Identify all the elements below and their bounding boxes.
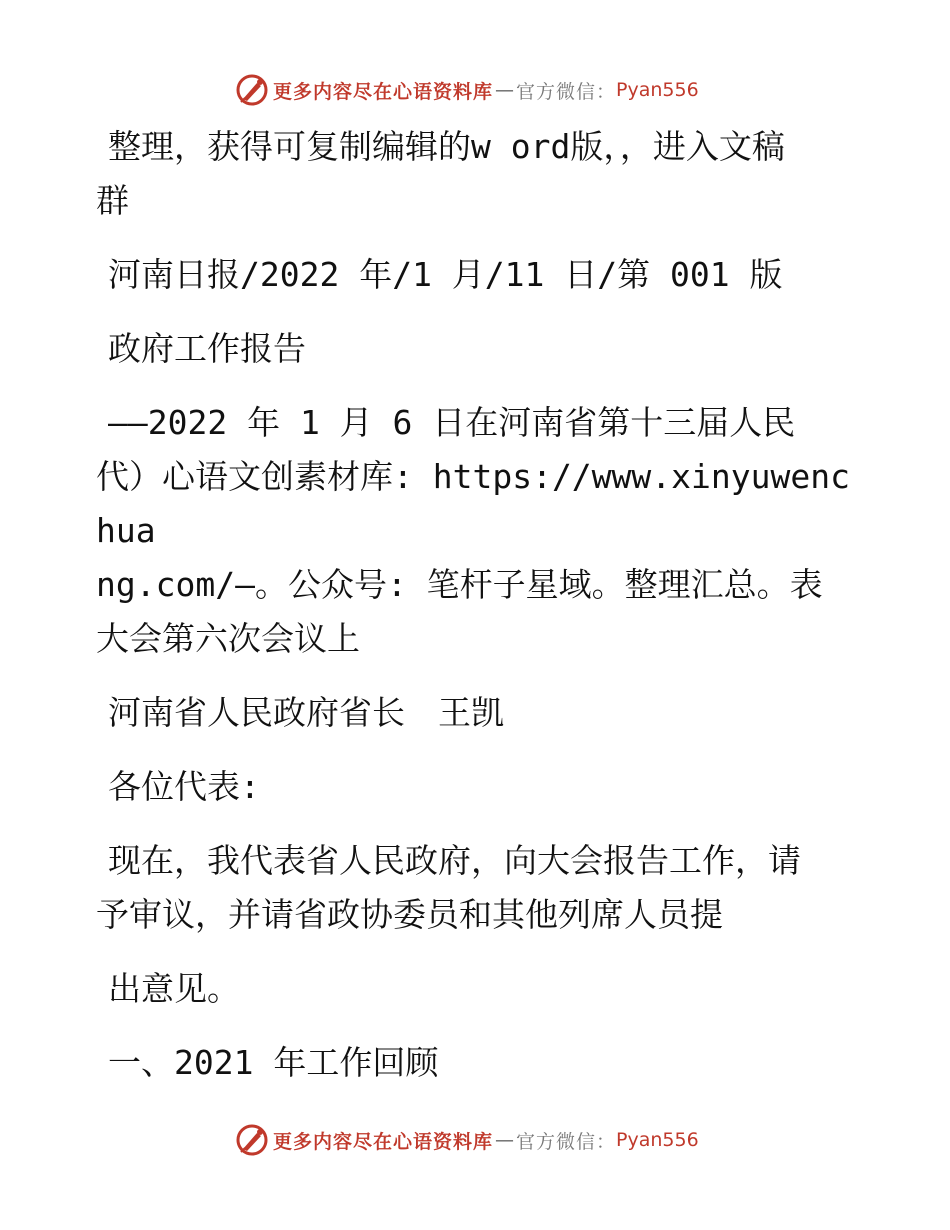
paragraph-salutation: 各位代表: [108,767,260,806]
paragraph-opening [96,834,856,942]
quill-pen-logo-icon [235,1123,269,1157]
section-heading: 一、2021 年工作回顾 [108,1043,439,1082]
paragraph-intro [96,120,856,228]
banner-slogan: 更多内容尽在心语资料库 [273,1130,494,1153]
document-title: 政府工作报告 [108,329,306,368]
banner-official-label: 官方微信： [516,80,617,103]
banner-dash: — [495,79,515,101]
subtitle-line-3: ng.com/—。公众号: 笔杆子星域。整理汇总。表 [96,565,823,604]
header-banner [235,70,755,110]
banner-official-label: 官方微信： [516,1130,617,1153]
banner-slogan: 更多内容尽在心语资料库 [273,80,494,103]
opening-line-1: 现在，我代表省人民政府，向大会报告工作，请 [108,841,801,880]
quill-pen-logo-icon [235,73,269,107]
intro-line-2: 群 [96,181,129,220]
banner-wechat-id: Pyan556 [616,79,699,101]
subtitle-line-1: ——2022 年 1 月 6 日在河南省第十三届人民 [108,403,796,442]
banner-dash: — [495,1129,515,1151]
document-body [96,120,856,1110]
footer-banner [235,1120,755,1160]
paragraph-opening-end: 出意见。 [108,969,240,1008]
banner-wechat-id: Pyan556 [616,1129,699,1151]
subtitle-line-4: 大会第六次会议上 [96,619,360,658]
intro-line-1: 整理，获得可复制编辑的w ord版，，进入文稿 [108,127,785,166]
paragraph-author: 河南省人民政府省长 王凯 [108,693,504,732]
subtitle-line-2: 代）心语文创素材库: https://www.xinyuwenchua [96,457,850,550]
paragraph-subtitle [96,396,856,666]
opening-line-2: 予审议，并请省政协委员和其他列席人员提 [96,895,723,934]
paragraph-source: 河南日报/2022 年/1 月/11 日/第 001 版 [108,255,783,294]
